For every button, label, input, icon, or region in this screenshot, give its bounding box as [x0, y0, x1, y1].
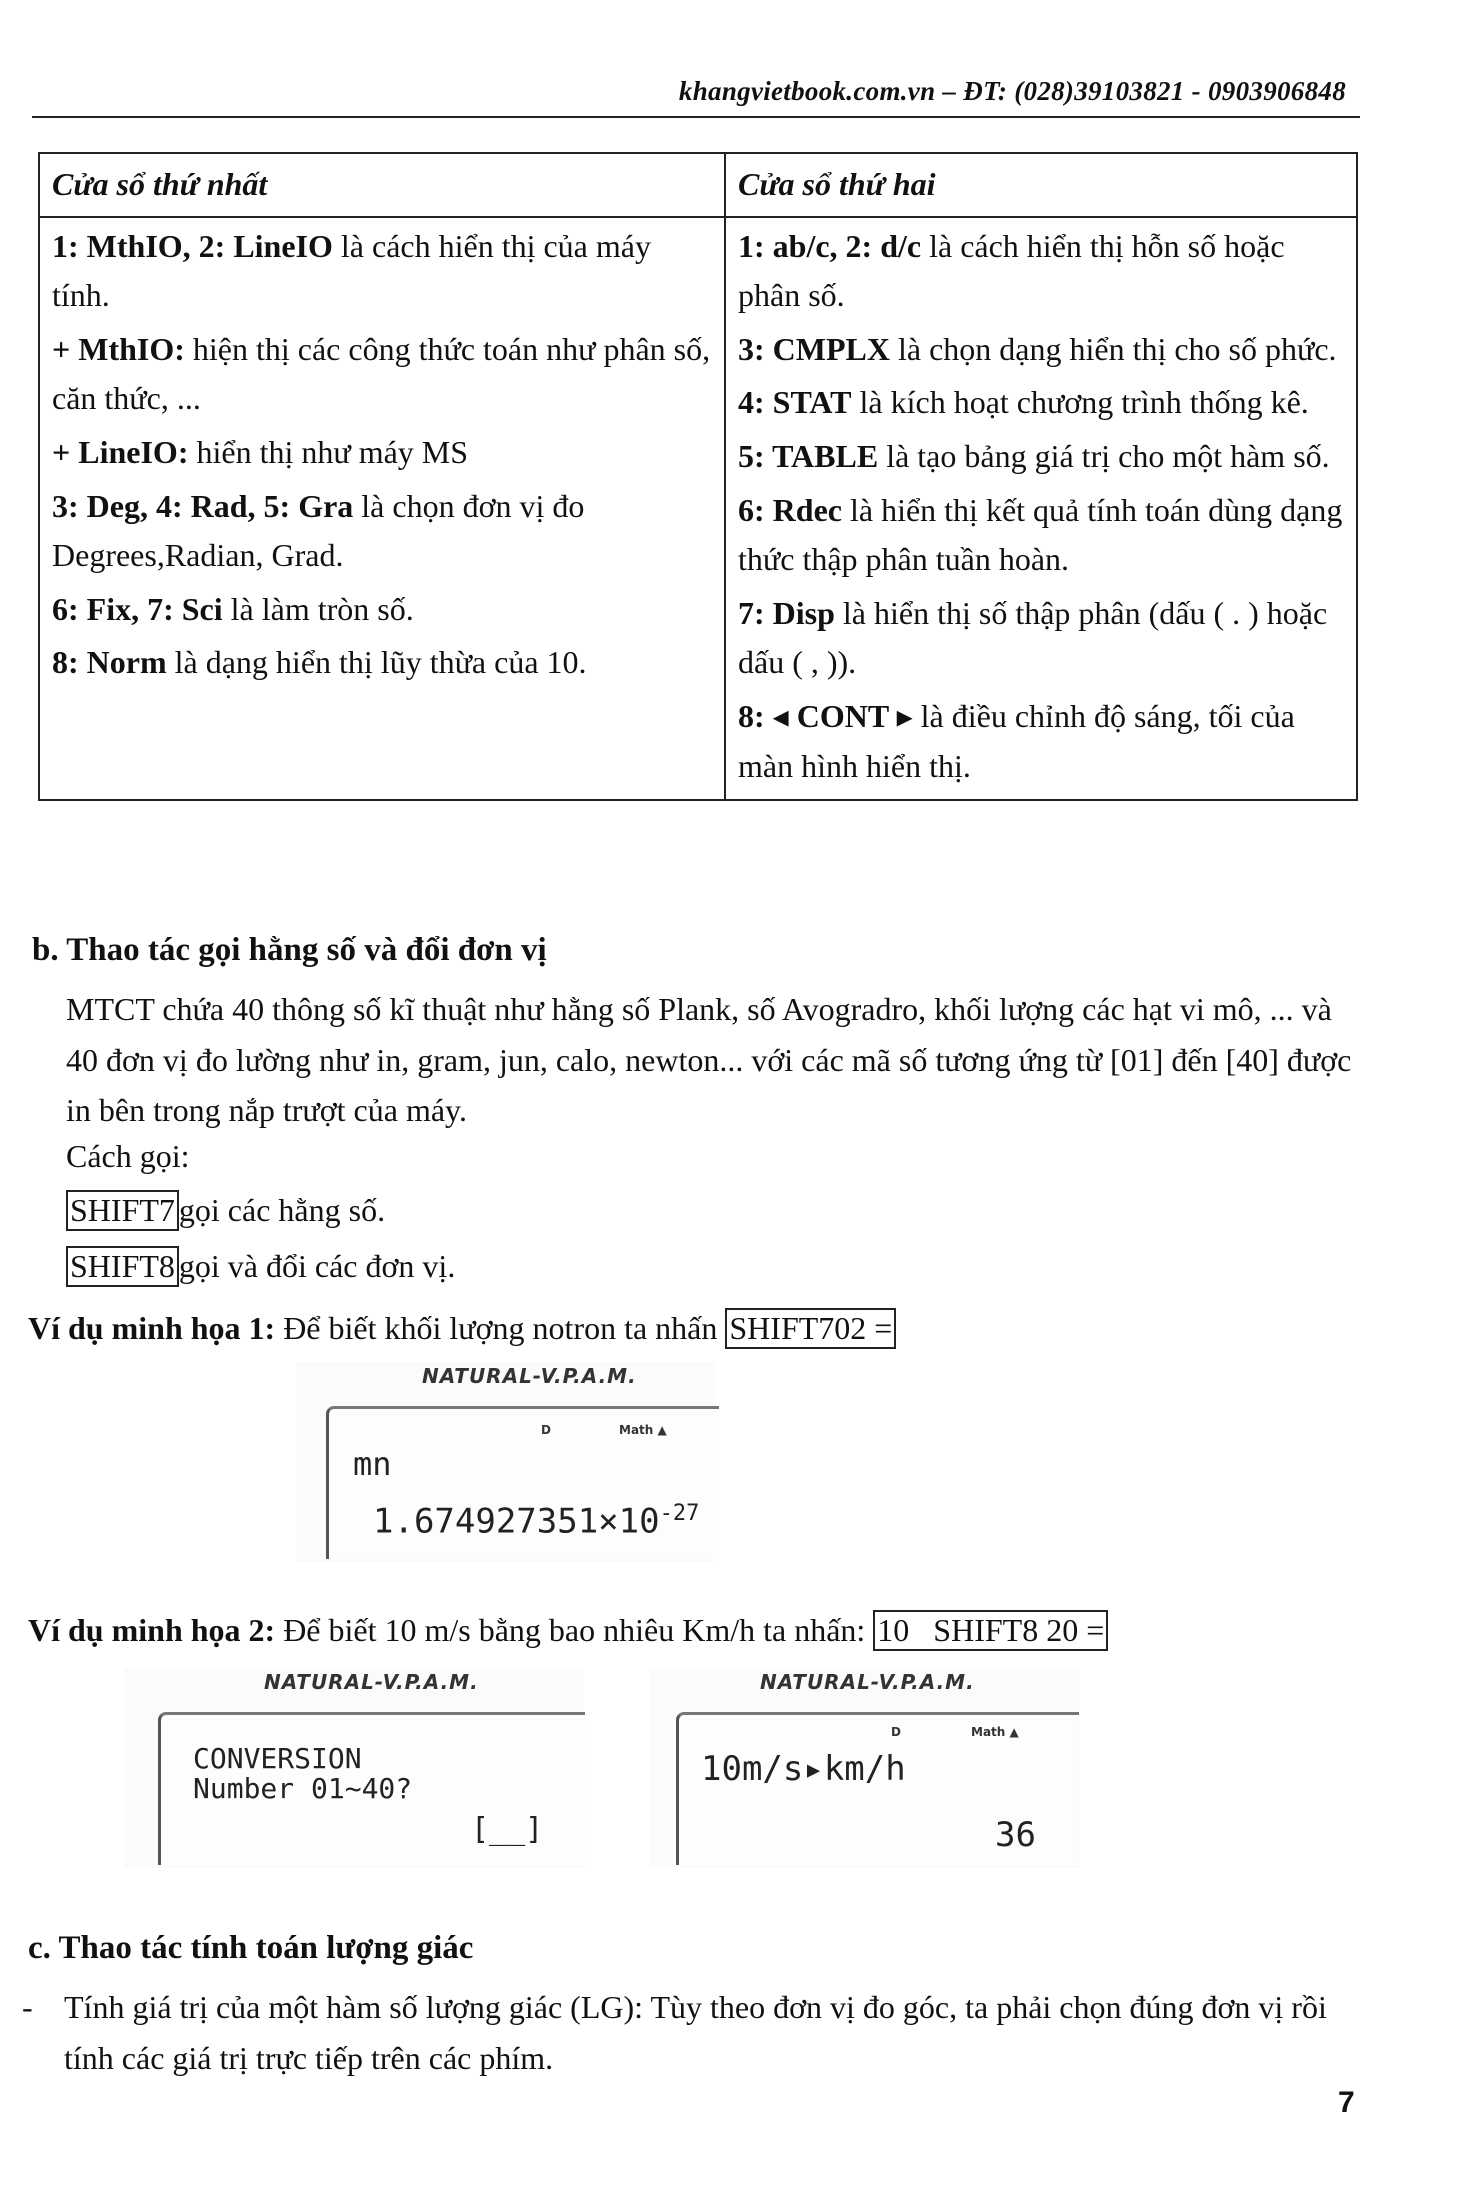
- lcd-line-3: [__]: [471, 1812, 544, 1847]
- item-label: 4: STAT: [738, 384, 852, 421]
- item-text: là điều chỉnh độ sáng, tối của màn hình hiển thị.: [738, 697, 1295, 784]
- col1-item: [52, 325, 712, 424]
- col1-item: [52, 638, 712, 688]
- item-label: 1: ab/c, 2: d/c: [738, 227, 922, 264]
- example-1-key: SHIFT702 =: [725, 1308, 896, 1349]
- section-b-title: b. Thao tác gọi hằng số và đổi đơn vị: [32, 932, 547, 968]
- item-label: 8: Norm: [52, 644, 167, 681]
- col2-cell: [725, 217, 1357, 801]
- item-text: là chọn đơn vị đo Degrees,Radian, Grad.: [52, 487, 585, 574]
- section-c-title: c. Thao tác tính toán lượng giác: [28, 1930, 474, 1966]
- item-text: hiển thị như máy MS: [188, 433, 469, 470]
- header-site-contact: khangvietbook.com.vn – ĐT: (028)39103821 - 0903906848: [678, 76, 1346, 106]
- table-header-row: [39, 153, 1357, 217]
- item-label: 3: CMPLX: [738, 330, 890, 367]
- calculator-brand: NATURAL-V.P.A.M.: [422, 1364, 637, 1388]
- item-label: 6: Rdec: [738, 491, 842, 528]
- shift8-key: SHIFT8: [66, 1246, 179, 1287]
- col1-item: [52, 482, 712, 581]
- col2-title: Cửa sổ thứ hai: [725, 153, 1357, 217]
- result-mantissa: 1.674927351×10: [373, 1501, 660, 1542]
- col2-item: [738, 486, 1344, 585]
- example-1-text: Để biết khối lượng notron ta nhấn: [275, 1310, 726, 1346]
- item-label: + MthIO:: [52, 330, 185, 367]
- bullet-dash: -: [22, 1989, 33, 2025]
- col2-item: [738, 692, 1344, 791]
- item-label: 5: TABLE: [738, 437, 879, 474]
- item-label: + LineIO:: [52, 433, 189, 470]
- example-2-label: Ví dụ minh họa 2:: [28, 1612, 276, 1648]
- col2-item: [738, 589, 1344, 688]
- item-label: 8: ◂ CONT ▸: [738, 697, 913, 734]
- col1-item: [52, 222, 712, 321]
- table-body-row: [39, 217, 1357, 801]
- item-label: 6: Fix, 7: Sci: [52, 590, 223, 627]
- col2-item: [738, 378, 1344, 428]
- item-label: 7: Disp: [738, 594, 835, 631]
- example-1: [28, 1308, 1368, 1349]
- lcd-display: [676, 1712, 1079, 1865]
- col1-item: [52, 428, 712, 478]
- shift8-text: gọi và đổi các đơn vị.: [178, 1248, 456, 1284]
- item-text: là hiển thị số thập phân (dấu ( . ) hoặc dấu ( , )).: [738, 594, 1328, 681]
- lcd-result: [373, 1501, 699, 1541]
- item-text: là chọn dạng hiển thị cho số phức.: [889, 330, 1337, 367]
- item-text: là cách hiển thị hỗn số hoặc phân số.: [738, 227, 1285, 314]
- item-text: là cách hiển thị của máy tính.: [52, 227, 651, 314]
- deg-indicator: D: [541, 1423, 551, 1437]
- page-header: [32, 70, 1360, 118]
- key-line-shift8: [66, 1246, 455, 1287]
- settings-table: [38, 152, 1358, 801]
- lcd-expression: 10m/s▸km/h: [701, 1749, 906, 1789]
- col1-cell: [39, 217, 725, 801]
- item-text: là tạo bảng giá trị cho một hàm số.: [878, 437, 1330, 474]
- lcd-line-1: CONVERSION: [193, 1742, 362, 1775]
- col1-item: [52, 585, 712, 635]
- page-number: 7: [1338, 2086, 1355, 2119]
- lcd-display: [326, 1406, 719, 1559]
- calculator-screen-2b: [650, 1668, 1080, 1868]
- calculator-screen-2a: [124, 1668, 584, 1868]
- shift7-key: SHIFT7: [66, 1190, 179, 1231]
- calculator-screen-1: [296, 1362, 716, 1562]
- section-b-paragraph: MTCT chứa 40 thông số kĩ thuật như hằng số Plank, số Avogradro, khối lượng các hạt vi mô, ... và 40 đơn vị đo lường như in, gram, jun, calo, newton... với các mã số tương ứng từ [01] đến [40] được in bên trong nắp trượt của máy.: [66, 991, 1352, 1129]
- item-text: hiện thị các công thức toán như phân số, căn thức, ...: [52, 330, 711, 417]
- key-line-shift7: [66, 1190, 385, 1231]
- item-text: là làm tròn số.: [222, 590, 414, 627]
- call-label: Cách gọi:: [66, 1138, 190, 1174]
- item-label: 3: Deg, 4: Rad, 5: Gra: [52, 487, 354, 524]
- shift7-text: gọi các hằng số.: [178, 1192, 386, 1228]
- item-label: 1: MthIO, 2: LineIO: [52, 227, 333, 264]
- item-text: là dạng hiển thị lũy thừa của 10.: [166, 644, 587, 681]
- deg-indicator: D: [891, 1725, 901, 1739]
- col2-item: [738, 222, 1344, 321]
- lcd-expression: mn: [353, 1445, 392, 1483]
- calculator-brand: NATURAL-V.P.A.M.: [760, 1670, 975, 1694]
- bullet-text: Tính giá trị của một hàm số lượng giác (LG): Tùy theo đơn vị đo góc, ta phải chọn đúng đơn vị rồi tính các giá trị trực tiếp trên các phím.: [64, 1989, 1327, 2077]
- col2-item: [738, 432, 1344, 482]
- col2-item: [738, 325, 1344, 375]
- math-indicator: Math ▲: [619, 1423, 667, 1437]
- col1-title: Cửa sổ thứ nhất: [39, 153, 725, 217]
- result-exponent: -27: [659, 1501, 700, 1526]
- item-text: là hiển thị kết quả tính toán dùng dạng thức thập phân tuần hoàn.: [738, 491, 1343, 578]
- example-2-text: Để biết 10 m/s bằng bao nhiêu Km/h ta nhấn:: [275, 1612, 874, 1648]
- example-2-key: 10 SHIFT8 20 =: [873, 1610, 1108, 1651]
- math-indicator: Math ▲: [971, 1725, 1019, 1739]
- lcd-result: 36: [995, 1815, 1036, 1855]
- calculator-brand: NATURAL-V.P.A.M.: [264, 1670, 479, 1694]
- item-text: là kích hoạt chương trình thống kê.: [851, 384, 1309, 421]
- example-2: [28, 1610, 1368, 1651]
- lcd-line-2: Number 01~40?: [193, 1772, 413, 1805]
- example-1-label: Ví dụ minh họa 1:: [28, 1310, 276, 1346]
- lcd-display: [158, 1712, 585, 1865]
